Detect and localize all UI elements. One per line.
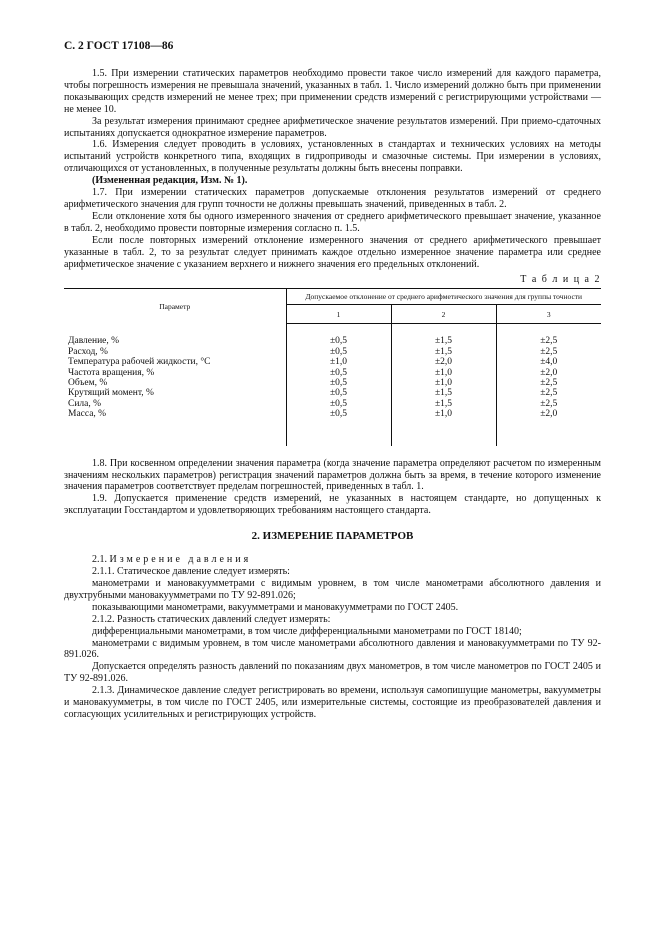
list-item: манометрами с видимым уровнем, в том числе манометрами абсолютного давления и мановакуумметрами по ТУ 92-891.026. <box>64 637 601 661</box>
row-name: Расход, % <box>68 346 108 357</box>
cell-group-3: ±2,5 <box>496 378 601 388</box>
row-name: Крутящий момент, % <box>68 388 154 399</box>
row-name: Температура рабочей жидкости, °С <box>68 357 211 368</box>
paragraph-2-1-2: 2.1.2. Разность статических давлений следует измерять: <box>92 613 331 625</box>
paragraph-permission: Допускается определять разность давлений по показаниям двух манометров, в том числе манометров по ГОСТ 2405 и ТУ 92-891.026. <box>64 661 601 685</box>
column-header-group-2: 2 <box>391 305 496 324</box>
cell-group-2: ±2,0 <box>391 357 496 367</box>
table-row <box>64 347 601 357</box>
table-row <box>64 324 601 347</box>
column-header-tolerance: Допускаемое отклонение от среднего арифметического значения для группы точности <box>286 289 601 305</box>
table-row <box>64 409 601 445</box>
page-header: С. 2 ГОСТ 17108—86 <box>64 40 174 52</box>
column-header-group-1: 1 <box>286 305 391 324</box>
table-row <box>64 378 601 388</box>
paragraph-1-9: 1.9. Допускается применение средств измерений, не указанных в настоящем стандарте, но допущенных к эксплуатации Госстандартом и удовлетворяющих требованиям настоящего стандарта. <box>64 493 601 517</box>
table-row <box>64 388 601 398</box>
table-row <box>64 368 601 378</box>
cell-group-3: ±2,5 <box>496 399 601 409</box>
cell-group-1: ±1,0 <box>286 357 391 367</box>
list-item: манометрами и мановакуумметрами с видимым уровнем, в том числе манометрами абсолютного давления и двухтрубными мановакуумметрами по ТУ 92-891.026; <box>64 578 601 601</box>
cell-group-2: ±1,5 <box>391 388 496 398</box>
table-row <box>64 357 601 367</box>
cell-group-2: ±1,0 <box>391 368 496 378</box>
cell-group-2: ±1,5 <box>391 324 496 347</box>
cell-group-1: ±0,5 <box>286 368 391 378</box>
list-item: показывающими манометрами, вакуумметрами и мановакуумметрами по ГОСТ 2405. <box>92 601 459 613</box>
document-page <box>64 40 601 721</box>
table-row <box>64 399 601 409</box>
cell-group-1: ±0,5 <box>286 378 391 388</box>
cell-group-3: ±4,0 <box>496 357 601 367</box>
row-name: Объем, % <box>68 378 108 389</box>
cell-group-1: ±0,5 <box>286 399 391 409</box>
cell-group-2: ±1,0 <box>391 378 496 388</box>
subsection-title: Измерение давления <box>109 554 252 566</box>
list-item: дифференциальными манометрами, в том числе дифференциальными манометрами по ГОСТ 18140; <box>92 625 522 637</box>
cell-group-3: ±2,5 <box>496 347 601 357</box>
cell-group-3: ±2,5 <box>496 324 601 347</box>
paragraph-1-7: 1.7. При измерении статических параметров допускаемые отклонения результатов измерений от среднего арифметического значения для групп точности не должны превышать значений, приведенных в табл. 2. <box>64 187 601 210</box>
cell-group-1: ±0,5 <box>286 347 391 357</box>
section-title: 2. ИЗМЕРЕНИЕ ПАРАМЕТРОВ <box>251 530 414 543</box>
paragraph-1-6: 1.6. Измерения следует проводить в условиях, установленных в стандартах и технических условиях на методы испытаний устройств конкретного типа, входящих в гидроприводы и смазочные системы. При измерении в условиях, отличающихся от установленных, в полученные результаты должны быть внесены поправки. <box>64 139 601 175</box>
tolerance-table <box>64 288 601 445</box>
cell-group-3: ±2,5 <box>496 388 601 398</box>
cell-group-1: ±0,5 <box>286 324 391 347</box>
subsection-number: 2.1. <box>92 554 107 566</box>
cell-group-2: ±1,5 <box>391 399 496 409</box>
paragraph-result: За результат измерения принимают среднее арифметическое значение результатов измерений. При приемо-сдаточных испытаниях допускается однократное измерение параметров. <box>64 115 601 139</box>
cell-group-2: ±1,0 <box>391 409 496 445</box>
cell-group-3: ±2,0 <box>496 409 601 445</box>
column-header-parameter: Параметр <box>64 289 286 324</box>
cell-group-3: ±2,0 <box>496 368 601 378</box>
table-caption: Т а б л и ц а 2 <box>520 274 601 286</box>
row-name: Частота вращения, % <box>68 367 155 378</box>
amendment-note: (Измененная редакция, Изм. № 1). <box>92 175 248 187</box>
paragraph-1-5: 1.5. При измерении статических параметров необходимо провести такое число измерений для каждого параметра, чтобы погрешность измерения не превышала значений, указанных в табл. 1. Число измерений должно быть при применении показывающих средств измерений не менее трех; при применении средств измерений с регистрирующими устройствами — не менее 10. <box>64 68 601 115</box>
paragraph-deviation: Если отклонение хотя бы одного измеренного значения от среднего арифметического превышает значение, указанное в табл. 2, необходимо провести повторные измерения согласно п. 1.5. <box>64 210 601 234</box>
subsection-heading <box>64 554 601 566</box>
cell-group-1: ±0,5 <box>286 388 391 398</box>
row-name: Сила, % <box>68 398 102 409</box>
paragraph-2-1-3: 2.1.3. Динамическое давление следует регистрировать во времени, используя самопишущие манометры, вакуумметры и мановакуумметры, в том числе по ГОСТ 2405, или измерительные системы, состоящие из преобразователей давления и согласующих усилительных и регистрирующих устройств. <box>64 685 601 720</box>
row-name: Масса, % <box>68 409 107 420</box>
paragraph-1-8: 1.8. При косвенном определении значения параметра (когда значение параметра определяют расчетом по измеренным значениям нескольких параметров) регистрация значений параметров должна быть за время, в течение которого изменение значения параметров соответствует пределам погрешностей, приведенных в табл. 1. <box>64 457 601 493</box>
cell-group-2: ±1,5 <box>391 347 496 357</box>
cell-group-1: ±0,5 <box>286 409 391 445</box>
paragraph-2-1-1: 2.1.1. Статическое давление следует измерять: <box>92 566 290 578</box>
row-name: Давление, % <box>68 336 120 347</box>
paragraph-repeat: Если после повторных измерений отклонение измеренного значения от среднего арифметического превышает указанные в табл. 2, то за результат следует принимать каждое отдельно измеренное значение параметра или среднее арифметическое значение с указанием верхнего и нижнего значения его предельных отклонений. <box>64 234 601 270</box>
column-header-group-3: 3 <box>496 305 601 324</box>
